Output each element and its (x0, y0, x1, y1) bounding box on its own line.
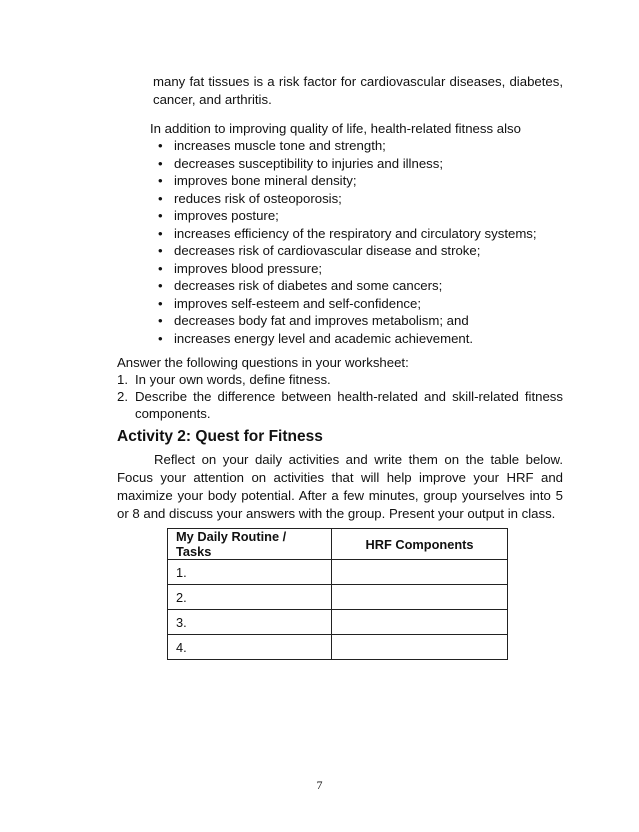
list-item-text: decreases risk of diabetes and some cancers; (174, 278, 443, 293)
list-item-text: increases efficiency of the respiratory and circulatory systems; (174, 225, 537, 241)
bullet-icon: • (158, 208, 163, 223)
list-item-text: reduces risk of osteoporosis; (174, 190, 342, 206)
benefits-intro: In addition to improving quality of life, health-related fitness also (150, 121, 521, 136)
bullet-icon: • (158, 225, 163, 241)
list-item-text: decreases risk of cardiovascular disease and stroke; (174, 243, 481, 258)
list-item (158, 260, 537, 278)
list-item-text: decreases susceptibility to injuries and illness; (174, 155, 444, 171)
bullet-icon: • (158, 330, 163, 346)
question-number: 1. (117, 372, 128, 387)
bullet-icon: • (158, 278, 163, 293)
table-row (168, 560, 508, 585)
table-cell-task[interactable]: 3. (168, 610, 332, 635)
table-cell-task[interactable]: 4. (168, 635, 332, 660)
list-item (158, 207, 537, 225)
table-row (168, 610, 508, 635)
page-number: 7 (316, 778, 323, 792)
list-item (158, 277, 537, 295)
list-item (158, 242, 537, 260)
list-item (158, 190, 537, 208)
list-item-text: improves blood pressure; (174, 260, 323, 276)
worksheet-questions (117, 354, 563, 422)
activity-heading: Activity 2: Quest for Fitness (117, 428, 323, 445)
hrf-table (167, 528, 508, 660)
bullet-icon: • (158, 295, 163, 311)
question-number: 2. (117, 389, 128, 404)
list-item (158, 312, 537, 330)
table-cell-task[interactable]: 1. (168, 560, 332, 585)
bullet-icon: • (158, 138, 163, 153)
continuation-text: many fat tissues is a risk factor for cardiovascular diseases, diabetes, cancer, and arthritis. (153, 74, 563, 107)
table-cell-hrf[interactable] (332, 610, 508, 635)
bullet-icon: • (158, 173, 163, 188)
table-cell-hrf[interactable] (332, 560, 508, 585)
list-item-text: increases energy level and academic achievement. (174, 330, 474, 346)
table-cell-hrf[interactable] (332, 585, 508, 610)
bullet-icon: • (158, 260, 163, 276)
bullet-icon: • (158, 313, 163, 328)
question-text: In your own words, define fitness. (135, 372, 331, 387)
list-item (158, 295, 537, 313)
list-item (158, 330, 537, 348)
bullet-icon: • (158, 155, 163, 171)
benefits-list (158, 137, 537, 347)
question-text: Describe the difference between health-related and skill-related fitness components. (135, 389, 563, 421)
list-item-text: improves posture; (174, 208, 279, 223)
question-item (117, 388, 563, 422)
header-daily-routine: My Daily Routine / Tasks (168, 529, 332, 560)
list-item-text: increases muscle tone and strength; (174, 138, 386, 153)
header-hrf-components: HRF Components (332, 529, 508, 560)
table-header-row (168, 529, 508, 560)
list-item (158, 225, 537, 243)
continuation-paragraph (153, 73, 563, 109)
list-item (158, 172, 537, 190)
table-row (168, 585, 508, 610)
activity-instructions: Reflect on your daily activities and write them on the table below. Focus your attention on activities that will help improve your HRF and maximize your body potential. After a few minutes, group yourselves into 5 or 8 and discuss your answers with the group. Present your output in class. (117, 452, 563, 521)
bullet-icon: • (158, 243, 163, 258)
list-item-text: decreases body fat and improves metabolism; and (174, 313, 469, 328)
table-cell-task[interactable]: 2. (168, 585, 332, 610)
table-row (168, 635, 508, 660)
table-cell-hrf[interactable] (332, 635, 508, 660)
questions-intro: Answer the following questions in your worksheet: (117, 355, 409, 370)
list-item-text: improves self-esteem and self-confidence; (174, 295, 422, 311)
bullet-icon: • (158, 190, 163, 206)
list-item (158, 137, 537, 155)
list-item-text: improves bone mineral density; (174, 173, 357, 188)
question-item (117, 371, 563, 388)
list-item (158, 155, 537, 173)
